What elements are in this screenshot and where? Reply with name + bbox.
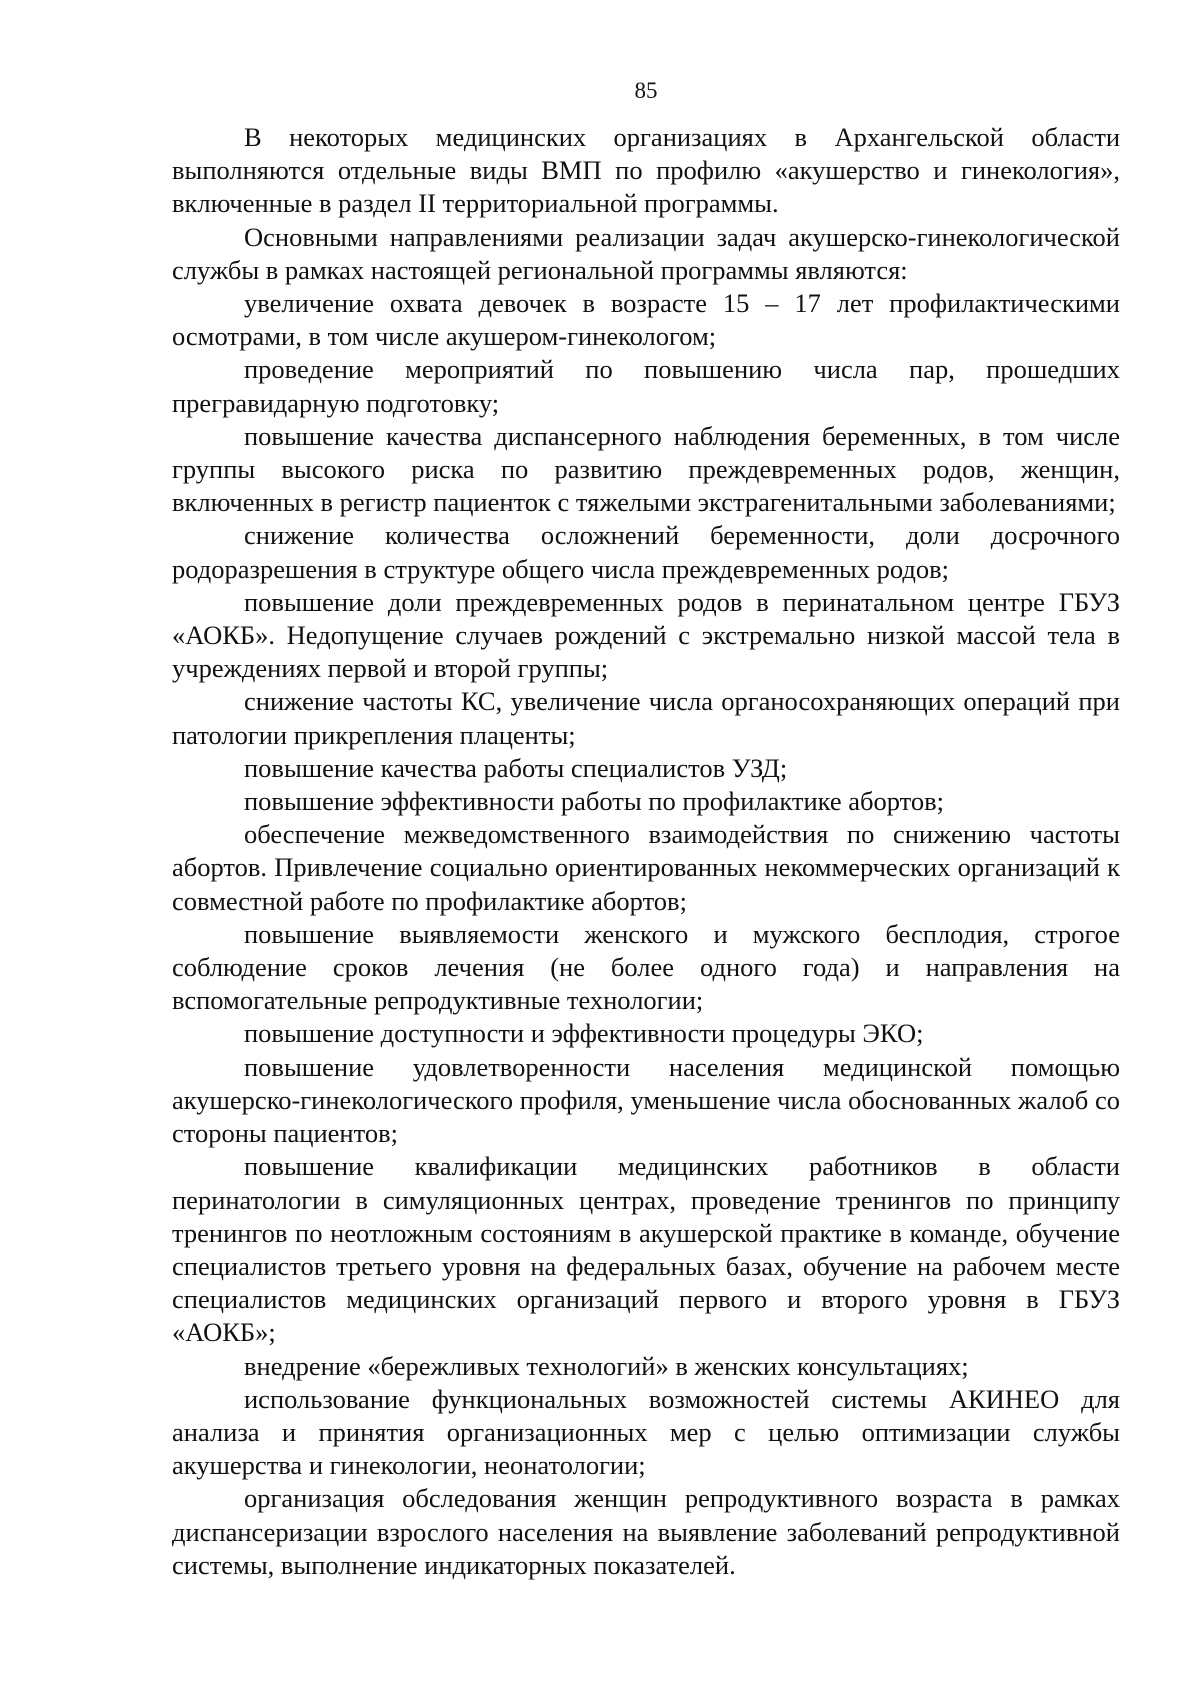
list-item-girls-examinations: увеличение охвата девочек в возрасте 15 – 17 лет профилактическими осмотрами, в том числе акушером-гинекологом; bbox=[172, 288, 1120, 352]
list-item-pregnancy-monitoring: повышение качества диспансерного наблюдения беременных, в том числе группы высокого риска по развитию преждевременных родов, женщин, включенных в регистр пациенток с тяжелыми экстрагенитальными заболеваниями; bbox=[172, 420, 1120, 518]
list-item-complications-reduction: снижение количества осложнений беременности, доли досрочного родоразрешения в структуре общего числа преждевременных родов; bbox=[172, 520, 1120, 584]
paragraph-2: Основными направлениями реализации задач акушерско-гинекологической службы в рамках настоящей региональной программы являются: bbox=[172, 221, 1120, 285]
page-number: 85 bbox=[634, 78, 658, 103]
list-item-lean-technologies: внедрение «бережливых технологий» в женских консультациях; bbox=[244, 1350, 969, 1381]
list-item-reproductive-screening: организация обследования женщин репродуктивного возраста в рамках диспансеризации взрослого населения на выявление заболеваний репродуктивной системы, выполнение индикаторных показателей. bbox=[172, 1483, 1120, 1580]
list-item-infertility-detection: повышение выявляемости женского и мужского бесплодия, строгое соблюдение сроков лечения (не более одного года) и направления на вспомогательные репродуктивные технологии; bbox=[172, 918, 1120, 1016]
list-item-abortion-prevention: повышение эффективности работы по профилактике абортов; bbox=[244, 786, 944, 817]
list-item-akineo-system: использование функциональных возможностей системы АКИНЕО для анализа и принятия организационных мер с целью оптимизации службы акушерства и гинекологии, неонатологии; bbox=[172, 1383, 1120, 1481]
list-item-staff-training: повышение квалификации медицинских работников в области перинатологии в симуляционных центрах, проведение тренингов по принципу тренингов по неотложным состояниям в акушерской практике в команде, обучение специалистов третьего уровня на федеральных базах, обучение на рабочем месте специалистов медицинских организаций первого и второго уровня в ГБУЗ «АОКБ»; bbox=[172, 1151, 1120, 1348]
list-item-patient-satisfaction: повышение удовлетворенности населения медицинской помощью акушерско-гинекологического профиля, уменьшение числа обоснованных жалоб со стороны пациентов; bbox=[172, 1051, 1120, 1149]
list-item-interagency-cooperation: обеспечение межведомственного взаимодействия по снижению частоты абортов. Привлечение социально ориентированных некоммерческих организаций к совместной работе по профилактике абортов; bbox=[172, 819, 1120, 916]
document-body bbox=[172, 121, 1120, 1582]
list-item-cesarean-reduction: снижение частоты КС, увеличение числа органосохраняющих операций при патологии прикрепления плаценты; bbox=[172, 686, 1120, 750]
list-item-perinatal-center: повышение доли преждевременных родов в перинатальном центре ГБУЗ «АОКБ». Недопущение случаев рождений с экстремально низкой массой тела в учреждениях первой и второй группы; bbox=[172, 586, 1120, 684]
list-item-ultrasound-quality: повышение качества работы специалистов УЗД; bbox=[244, 752, 788, 783]
list-item-pregravid-preparation: проведение мероприятий по повышению числа пар, прошедших прегравидарную подготовку; bbox=[172, 354, 1120, 418]
paragraph-1: В некоторых медицинских организациях в Архангельской области выполняются отдельные виды ВМП по профилю «акушерство и гинекология», включенные в раздел II территориальной программы. bbox=[172, 122, 1120, 219]
list-item-ivf-accessibility: повышение доступности и эффективности процедуры ЭКО; bbox=[244, 1018, 924, 1049]
